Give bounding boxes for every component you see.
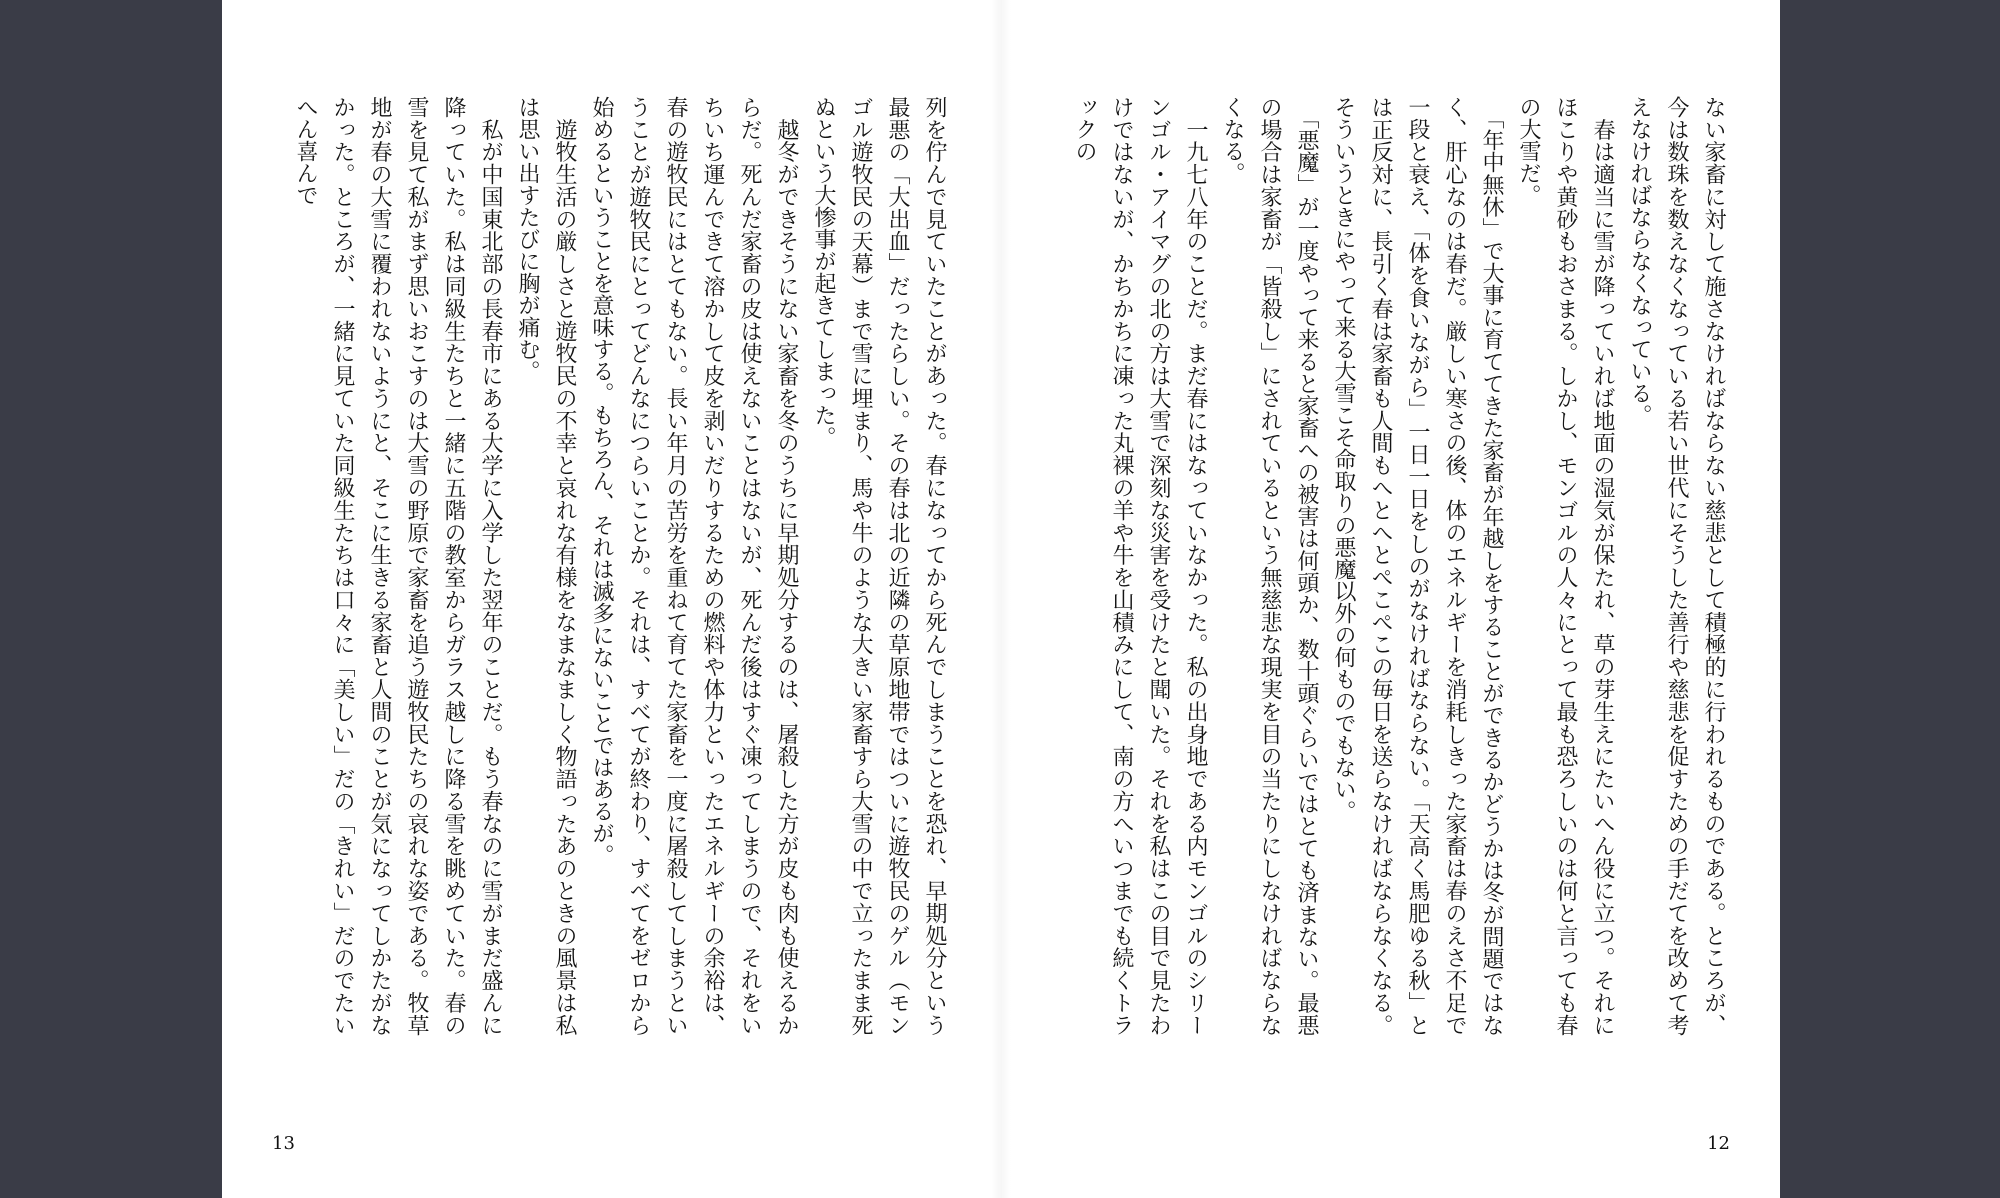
page-number-right: 12	[1707, 1133, 1730, 1154]
paragraph: 春は適当に雪が降っていれば地面の湿気が保たれ、草の芽生えにたいへん役に立つ。それにほこりや黄砂もおさまる。しかし、モンゴルの人々にとって最も恐ろしいのは何と言っても春の大雪だ。	[1516, 96, 1615, 1037]
paragraph: ない家畜に対して施さなければならない慈悲として積極的に行われるものである。ところが、今は数珠を数えなくなっている若い世代にそうした善行や慈悲を促すための手だてを改めて考えなければならなくなっている。	[1627, 96, 1726, 1037]
paragraph: 一九七八年のことだ。まだ春にはなっていなかった。私の出身地である内モンゴルのシリーンゴル・アイマグの北の方は大雪で深刻な災害を受けたと聞いた。それを私はこの目で見たわけではないが、かちかちに凍った丸裸の羊や牛を山積みにして、南の方へいつまでも続くトラックの	[1072, 96, 1208, 1037]
page-number-left: 13	[272, 1133, 295, 1154]
left-page-text	[293, 96, 953, 1037]
page-gutter	[991, 0, 1011, 1198]
paragraph: 私が中国東北部の長春市にある大学に入学した翌年のことだ。もう春なのに雪がまだ盛んに降っていた。私は同級生たちと一緒に五階の教室からガラス越しに降る雪を眺めていた。春の雪を見て私がまず思いおこすのは大雪の野原で家畜を追う遊牧民たちの哀れな姿である。牧草地が春の大雪に覆われないようにと、そこに生きる家畜と人間のことが気になってしかたがなかった。ところが、一緒に見ていた同級生たちは口々に「美しい」だの「きれい」だのでたいへん喜んで	[293, 96, 503, 1037]
paragraph: 列を佇んで見ていたことがあった。春になってから死んでしまうことを恐れ、早期処分という最悪の「大出血」だったらしい。その春は北の近隣の草原地帯ではついに遊牧民のゲル（モンゴル遊牧民の天幕）まで雪に埋まり、馬や牛のような大きい家畜すら大雪の中で立ったまま死ぬという大惨事が起きてしまった。	[811, 96, 947, 1037]
paragraph: 遊牧生活の厳しさと遊牧民の不幸と哀れな有様をなまなましく物語ったあのときの風景は私は思い出すたびに胸が痛む。	[515, 96, 577, 1036]
paragraph: 越冬ができそうにない家畜を冬のうちに早期処分するのは、屠殺した方が皮も肉も使えるからだ。死んだ家畜の皮は使えないことはないが、死んだ後はすぐ凍ってしまうので、それをいちいち運んできて溶かして皮を剥いだりするための燃料や体力といったエネルギーの余裕は、春の遊牧民にはとてもない。長い年月の苦労を重ねて育てた家畜を一度に屠殺してしまうということが遊牧民にとってどんなにつらいことか。それは、すべてが終わり、すべてをゼロから始めるということを意味する。もちろん、それは滅多にないことではあるが。	[589, 96, 799, 1037]
left-page	[222, 0, 1001, 1198]
right-page	[1001, 0, 1780, 1198]
right-page-text	[1072, 96, 1732, 1037]
book-spread	[222, 0, 1780, 1198]
paragraph: 「年中無休」で大事に育ててきた家畜が年越しをすることができるかどうかは冬が問題ではなく、肝心なのは春だ。厳しい寒さの後、体のエネルギーを消耗しきった家畜は春のえさ不足で一段と衰え、「体を食いながら」一日一日をしのがなければならない。「天高く馬肥ゆる秋」とは正反対に、長引く春は家畜も人間もへとへとぺこぺこの毎日を送らなければならなくなる。そういうときにやって来る大雪こそ命取りの悪魔以外の何ものでもない。	[1331, 96, 1504, 1037]
paragraph: 「悪魔」が一度やって来ると家畜への被害は何頭か、数十頭ぐらいではとても済まない。最悪の場合は家畜が「皆殺し」にされているという無慈悲な現実を目の当たりにしなければならなくなる。	[1220, 96, 1319, 1037]
